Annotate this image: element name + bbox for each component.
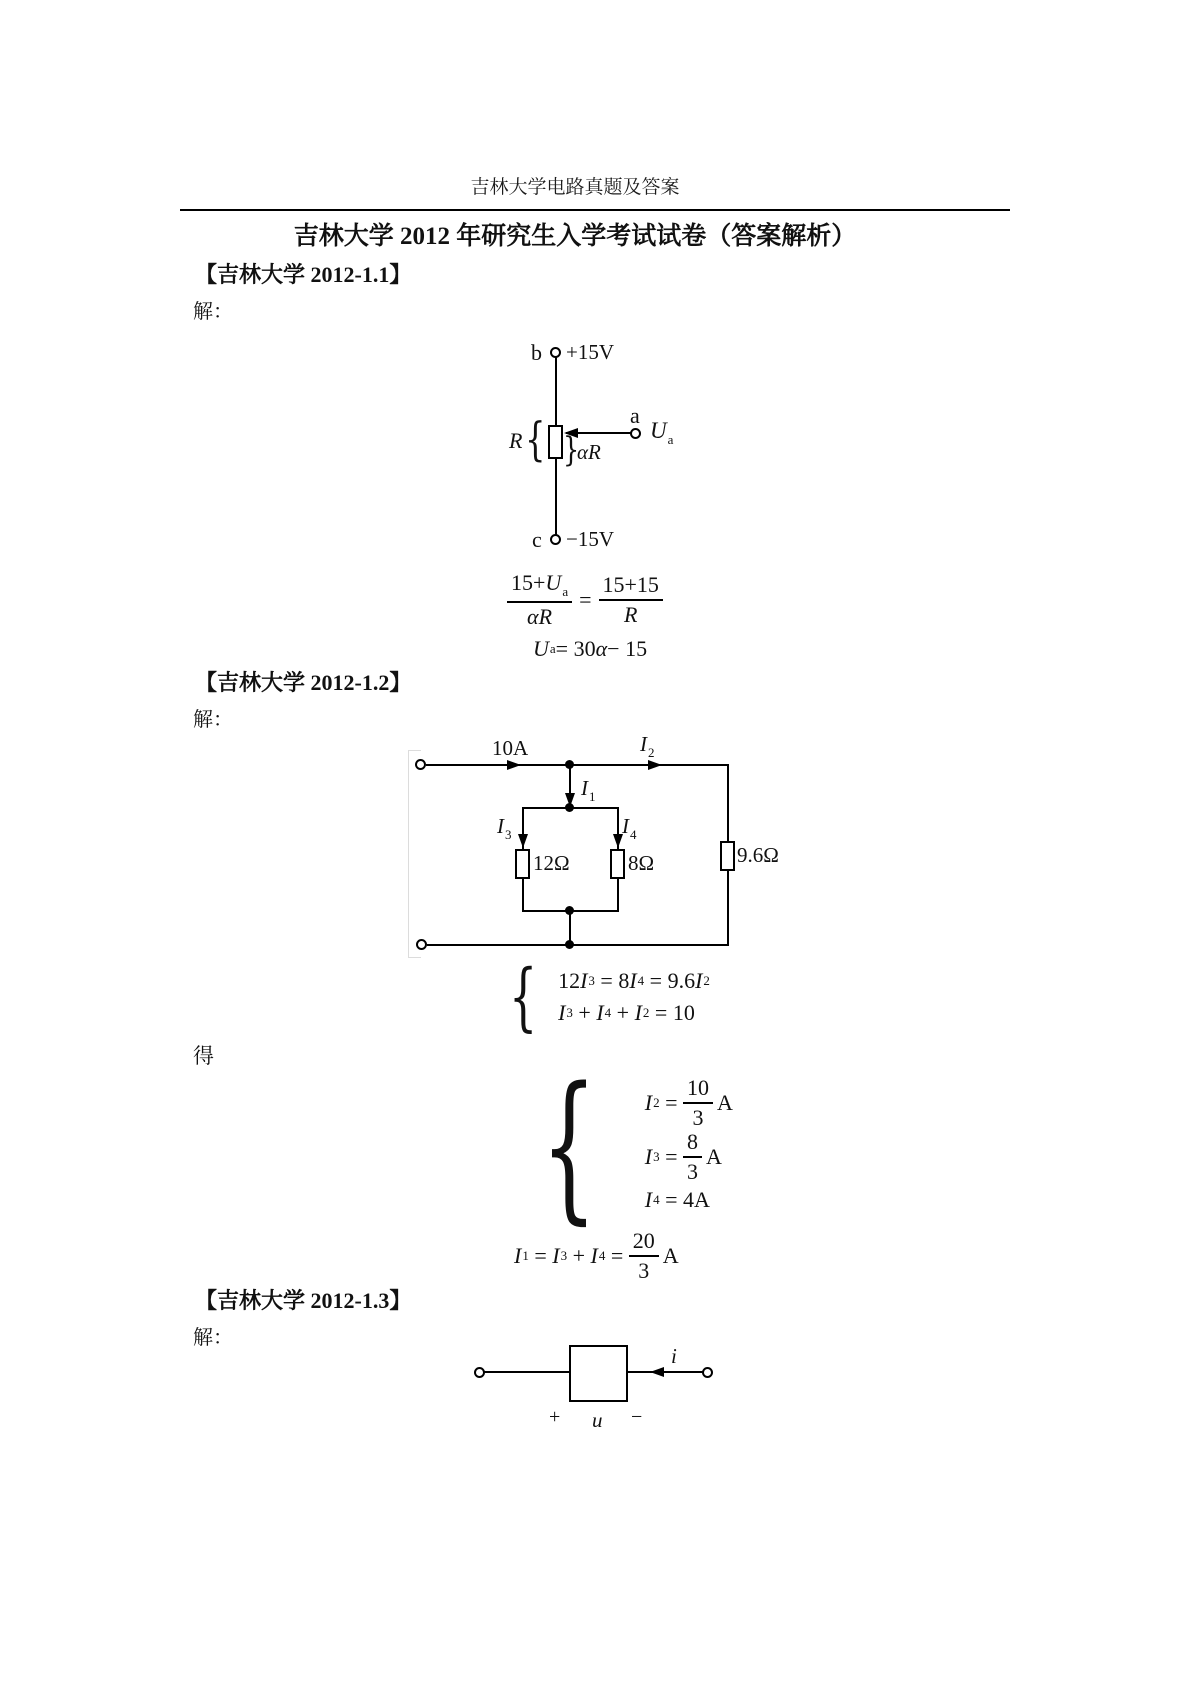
running-header: 吉林大学电路真题及答案 — [470, 177, 680, 198]
resistor-R-symbol — [548, 425, 563, 459]
current-in-label: 10A — [492, 736, 529, 760]
i1res-s1: 1 — [522, 1248, 529, 1263]
equals-sign: = — [579, 587, 592, 612]
s1l2-t3: = 10 — [649, 1000, 695, 1025]
header-rule — [180, 209, 1010, 211]
s2l2-eq: = — [659, 1144, 684, 1169]
section-heading-1-3: 【吉林大学 2012-1.3】 — [195, 1288, 412, 1313]
resistor-R-label: R — [509, 428, 523, 453]
i1res-eq1: = — [528, 1243, 553, 1268]
resistor-8-label: 8Ω — [628, 851, 655, 875]
s1l2-s3: 2 — [642, 1005, 650, 1020]
i1res-plus: + — [567, 1243, 591, 1268]
node-a-label: a — [630, 403, 640, 428]
equation-ua-result — [533, 636, 647, 662]
bottom-wire — [427, 944, 729, 946]
i2-arrowhead — [648, 760, 662, 770]
section-heading-1-1: 【吉林大学 2012-1.1】 — [195, 262, 412, 287]
ua-result-var: U — [533, 636, 549, 661]
plus15v-label: +15V — [566, 340, 615, 364]
i1res-num: 20 — [629, 1228, 659, 1257]
i1res-den: 3 — [638, 1258, 650, 1283]
s2l1-frac — [683, 1075, 713, 1131]
canvas-artifact-top — [408, 750, 421, 751]
obtain-label: 得 — [193, 1044, 214, 1068]
canvas-artifact-bottom — [408, 957, 421, 958]
i4-sub: 4 — [630, 827, 637, 842]
plus-polarity-label: + — [549, 1406, 561, 1428]
i1-label — [581, 776, 596, 805]
right-wire-lower — [727, 871, 729, 946]
ua-result-eq: = 30 — [555, 636, 596, 661]
branch-right-lower — [617, 879, 619, 912]
ua-subscript: a — [667, 432, 674, 447]
system1-line1 — [558, 965, 710, 997]
left-brace-R: { — [525, 412, 546, 466]
s2l1-eq: = — [659, 1090, 684, 1115]
frac1-den: αR — [527, 604, 553, 629]
frac1-num-var: U — [545, 570, 562, 595]
s2l1-v: I — [644, 1090, 653, 1115]
s1l1-v3: I — [695, 968, 703, 993]
s2l2-frac — [683, 1129, 702, 1185]
equation-system-results — [541, 1052, 733, 1239]
minus15v-label: −15V — [566, 527, 615, 551]
parallel-top-bar — [522, 807, 619, 809]
i4-label — [622, 814, 637, 843]
i3-arrowhead — [518, 834, 528, 848]
equation-system-kcl — [509, 954, 710, 1040]
s1l1-t2: = 8 — [594, 968, 630, 993]
branch-left-lower — [522, 879, 524, 912]
system2-line1 — [645, 1076, 733, 1130]
ua-var: U — [650, 418, 667, 443]
s1l1-v1: I — [580, 968, 588, 993]
solve-label-3: 解： — [193, 1327, 233, 1349]
resistor-9-6-label: 9.6Ω — [737, 843, 779, 867]
ua-result-sub: a — [549, 641, 556, 656]
s2l2-num: 8 — [683, 1129, 702, 1158]
frac1-num-sub: a — [562, 584, 569, 599]
frac2-den: R — [624, 602, 638, 627]
current-i-arrowhead — [650, 1367, 664, 1377]
fraction-right — [599, 572, 663, 628]
current-in-arrowhead — [507, 760, 521, 770]
s1l1-s3: 2 — [703, 973, 710, 988]
terminal-a — [630, 428, 641, 439]
top-wire — [426, 764, 729, 766]
equation-i1-result — [514, 1228, 679, 1284]
voltage-u-label: u — [592, 1408, 603, 1432]
i1res-v3: I — [590, 1243, 598, 1268]
terminal-right-c3 — [702, 1367, 713, 1378]
i1res-v1: I — [514, 1243, 522, 1268]
resistor-12 — [515, 849, 530, 879]
node-c-label: c — [532, 527, 542, 552]
i1res-s2: 3 — [560, 1248, 568, 1263]
node-b-label: b — [531, 340, 542, 365]
i1res-frac — [629, 1228, 659, 1284]
s1l1-t3: = 9.6 — [644, 968, 696, 993]
s2l1-den: 3 — [692, 1105, 704, 1130]
one-port-box — [569, 1345, 628, 1402]
i1res-eq2: = — [605, 1243, 629, 1268]
frac2-num: 15+15 — [599, 572, 663, 601]
system2-line2 — [645, 1130, 733, 1184]
s2l3-eq: = 4A — [659, 1187, 710, 1212]
s1l2-s1: 3 — [566, 1005, 573, 1020]
alphaR-label: αR — [577, 440, 601, 464]
i2-label — [640, 732, 655, 761]
s2l2-den: 3 — [687, 1159, 699, 1184]
s1l2-s2: 4 — [604, 1005, 612, 1020]
i3-sub: 3 — [505, 827, 512, 842]
s1l1-s1: 3 — [588, 973, 595, 988]
terminal-bottom-left — [416, 939, 427, 950]
resistor-8 — [610, 849, 625, 879]
s2l2-s: 3 — [653, 1149, 660, 1164]
s2l1-unit: A — [717, 1090, 733, 1115]
minus-polarity-label: − — [631, 1406, 643, 1428]
system2-brace: { — [541, 1052, 597, 1239]
s2l1-s: 2 — [653, 1095, 660, 1110]
left-wire-c3 — [484, 1371, 569, 1373]
wire-resistor-to-c — [555, 459, 557, 535]
system2-line3 — [645, 1184, 733, 1216]
s1l1-t1: 12 — [558, 968, 581, 993]
s1l1-s2: 4 — [637, 973, 645, 988]
equation-voltage-divider — [507, 570, 663, 630]
i3-label — [497, 814, 512, 843]
i2-var: I — [640, 732, 647, 756]
s1l2-t2: + — [611, 1000, 635, 1025]
fraction-left — [507, 570, 572, 630]
i1-sub: 1 — [589, 789, 596, 804]
right-wire-c3 — [628, 1371, 703, 1373]
system1-line2 — [558, 997, 710, 1029]
i2-sub: 2 — [648, 745, 655, 760]
s2l3-s: 4 — [653, 1192, 660, 1207]
right-wire-upper — [727, 765, 729, 841]
wire-b-to-resistor — [555, 357, 557, 425]
s2l3-v: I — [644, 1187, 653, 1212]
i3-var: I — [497, 814, 504, 838]
system1-brace: { — [509, 954, 538, 1040]
ua-label — [650, 418, 673, 448]
s1l2-v2: I — [596, 1000, 604, 1025]
terminal-c — [550, 534, 561, 545]
s1l2-v1: I — [558, 1000, 566, 1025]
s2l1-num: 10 — [683, 1075, 713, 1104]
section-heading-1-2: 【吉林大学 2012-1.2】 — [195, 670, 412, 695]
s1l2-v3: I — [634, 1000, 642, 1025]
right-brace-alphaR: } — [563, 430, 580, 470]
s2l2-unit: A — [706, 1144, 722, 1169]
i1res-v2: I — [552, 1243, 560, 1268]
current-i-label: i — [671, 1344, 677, 1368]
s2l2-v: I — [644, 1144, 653, 1169]
canvas-artifact-left — [408, 750, 409, 958]
solve-label-2: 解： — [193, 709, 233, 731]
terminal-top-left — [415, 759, 426, 770]
s1l2-t1: + — [572, 1000, 597, 1025]
frac1-num-text: 15+ — [511, 570, 546, 595]
ua-result-alpha: α — [595, 636, 608, 661]
resistor-12-label: 12Ω — [533, 851, 570, 875]
s1l1-v2: I — [629, 968, 637, 993]
i1res-unit: A — [662, 1243, 679, 1268]
i1-var: I — [581, 776, 588, 800]
ua-result-const: − 15 — [607, 636, 648, 661]
solve-label-1: 解： — [193, 301, 233, 323]
i4-var: I — [622, 814, 629, 838]
i1res-s3: 4 — [598, 1248, 606, 1263]
resistor-9-6 — [720, 841, 735, 871]
page-title: 吉林大学 2012 年研究生入学考试试卷（答案解析） — [293, 223, 857, 250]
